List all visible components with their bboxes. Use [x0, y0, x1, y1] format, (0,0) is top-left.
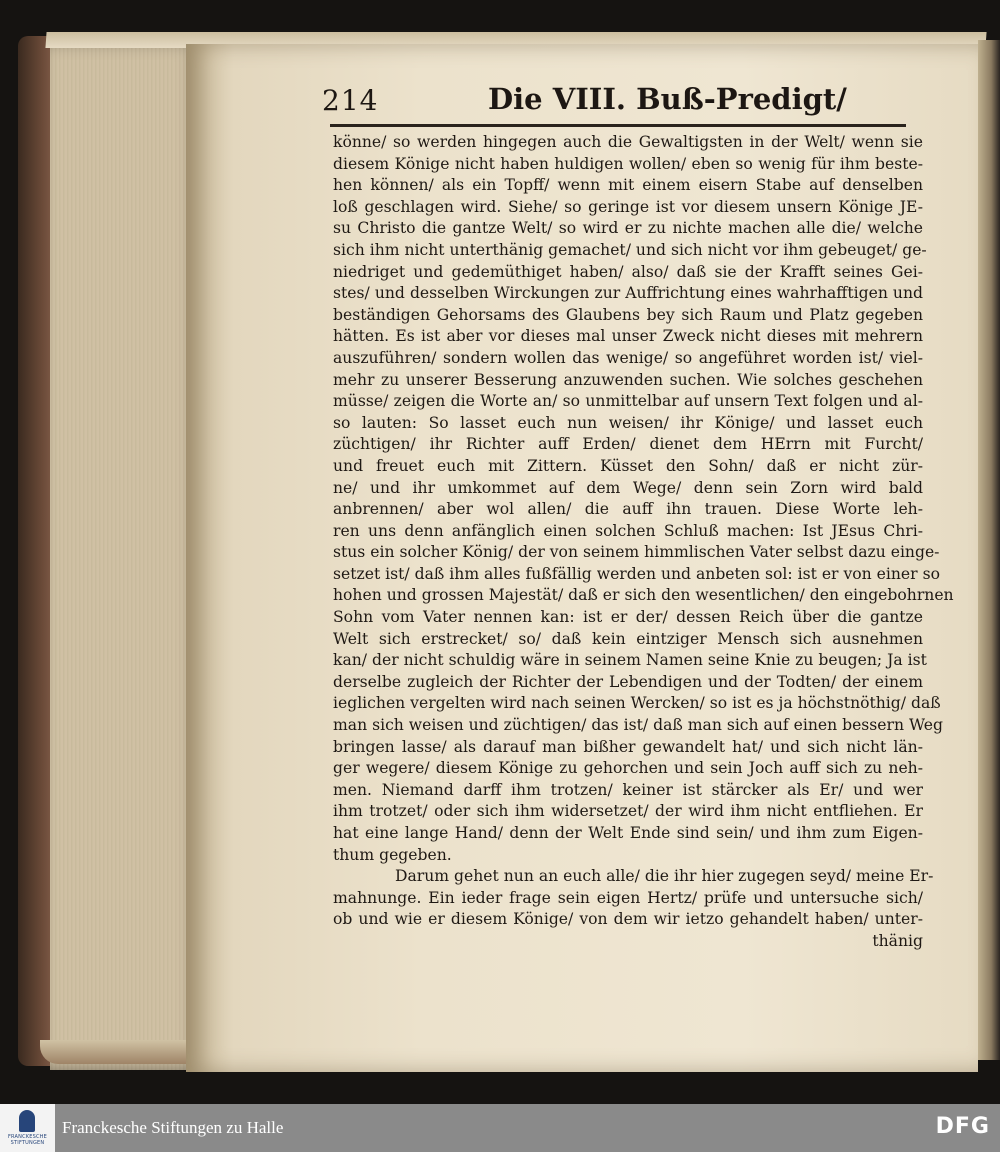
viewer-footer-bar — [0, 1104, 1000, 1152]
text-line: thum gegeben. — [333, 845, 452, 864]
page-gutter-shadow — [978, 40, 1000, 1060]
text-line: könne/ so werden hingegen auch die Gewaltigsten in der Welt/ wenn sie — [333, 133, 923, 151]
text-line: Welt sich erstrecket/ so/ daß kein eintziger Mensch sich ausnehmen — [333, 629, 923, 648]
text-line: auszuführen/ sondern wollen das wenige/ so angeführet worden ist/ viel- — [333, 348, 923, 367]
text-line: anbrennen/ aber wol allen/ die auff ihn trauen. Diese Worte leh- — [333, 500, 923, 519]
text-line: züchtigen/ ihr Richter auff Erden/ dienet dem HErrn mit Furcht/ — [333, 435, 923, 454]
text-line: niedriget und gedemüthiget haben/ also/ daß sie der Krafft seines Gei- — [333, 262, 923, 281]
logo-text: FRANCKESCHE STIFTUNGEN — [7, 1134, 48, 1146]
text-line: und freuet euch mit Zittern. Küsset den Sohn/ daß er nicht zür- — [333, 456, 923, 475]
text-line: sich ihm nicht unterthänig gemachet/ und sich nicht vor ihm gebeuget/ ge- — [333, 240, 927, 259]
text-line: diesem Könige nicht haben huldigen wollen/ eben so wenig für ihm beste- — [333, 154, 923, 173]
page-stack-fore-edge — [50, 40, 208, 1070]
text-line: Sohn vom Vater nennen kan: ist er der/ dessen Reich über die gantze — [333, 608, 923, 627]
text-line: setzet ist/ daß ihm alles fußfällig werden und anbeten sol: ist er von einer so — [333, 564, 940, 583]
text-line: beständigen Gehorsams des Glaubens bey sich Raum und Platz gegeben — [333, 305, 923, 324]
header-rule — [330, 124, 906, 127]
text-line: ihm trotzet/ oder sich ihm widersetzet/ der wird ihm nicht entfliehen. Er — [333, 802, 923, 821]
text-line: mahnunge. Ein ieder frage sein eigen Hertz/ prüfe und untersuche sich/ — [333, 888, 923, 907]
text-line: müsse/ zeigen die Worte an/ so unmittelbar auf unsern Text folgen und al- — [333, 392, 923, 411]
text-line: hohen und grossen Majestät/ daß er sich den wesentlichen/ den eingebohrnen — [333, 586, 954, 605]
text-line: ger wegere/ diesem Könige zu gehorchen und sein Joch auff sich zu neh- — [333, 759, 923, 778]
text-line: stes/ und desselben Wirckungen zur Auffrichtung eines wahrhafftigen und — [333, 284, 923, 303]
text-line: mehr zu unserer Besserung anzuwenden suchen. Wie solches geschehen — [333, 370, 923, 389]
text-line: ieglichen vergelten wird nach seinen Wercken/ so ist es ja höchstnöthig/ daß — [333, 694, 941, 713]
catchword: thänig — [872, 931, 923, 950]
text-line: kan/ der nicht schuldig wäre in seinem Namen seine Knie zu beugen; Ja ist — [333, 651, 927, 670]
text-line: Darum gehet nun an euch alle/ die ihr hier zugegen seyd/ meine Er- — [395, 867, 934, 886]
text-line: bringen lasse/ als darauf man bißher gewandelt hat/ und sich nicht län- — [333, 737, 923, 756]
dfg-logo[interactable]: DFG — [935, 1114, 990, 1139]
logo-figure-icon — [19, 1110, 35, 1132]
text-line: hätten. Es ist aber vor dieses mal unser Zweck nicht dieses mit mehrern — [333, 327, 923, 346]
text-line: ne/ und ihr umkommet auf dem Wege/ denn sein Zorn wird bald — [333, 478, 923, 497]
body-text — [333, 132, 954, 953]
text-line: ob und wie er diesem Könige/ von dem wir ietzo gehandelt haben/ unter- — [333, 910, 923, 929]
institution-name[interactable]: Franckesche Stiftungen zu Halle — [62, 1118, 284, 1137]
text-line: so lauten: So lasset euch nun weisen/ ihr Könige/ und lasset euch — [333, 413, 923, 432]
text-line: ren uns denn anfänglich einen solchen Schluß machen: Ist JEsus Chri- — [333, 521, 923, 540]
page-number: 214 — [322, 84, 379, 117]
franckesche-stiftungen-logo[interactable] — [0, 1104, 55, 1152]
text-line: stus ein solcher König/ der von seinem himmlischen Vater selbst dazu einge- — [333, 543, 940, 562]
text-line: hen können/ als ein Topff/ wenn mit einem eisern Stabe auf denselben — [333, 176, 923, 195]
text-line: su Christo die gantze Welt/ so wird er zu nichte machen alle die/ welche — [333, 219, 923, 238]
text-line: loß geschlagen wird. Siehe/ so geringe ist vor diesem unsern Könige JE- — [333, 197, 923, 216]
running-title: Die VIII. Buß-Predigt/ — [488, 82, 847, 116]
text-line: hat eine lange Hand/ denn der Welt Ende sind sein/ und ihm zum Eigen- — [333, 824, 923, 842]
text-line: derselbe zugleich der Richter der Lebendigen und der Todten/ der einem — [333, 672, 923, 691]
text-line: men. Niemand darff ihm trotzen/ keiner ist stärcker als Er/ und wer — [333, 780, 923, 799]
page-stack-bottom — [40, 1040, 210, 1064]
text-line: man sich weisen und züchtigen/ das ist/ daß man sich auf einen bessern Weg — [333, 716, 943, 735]
